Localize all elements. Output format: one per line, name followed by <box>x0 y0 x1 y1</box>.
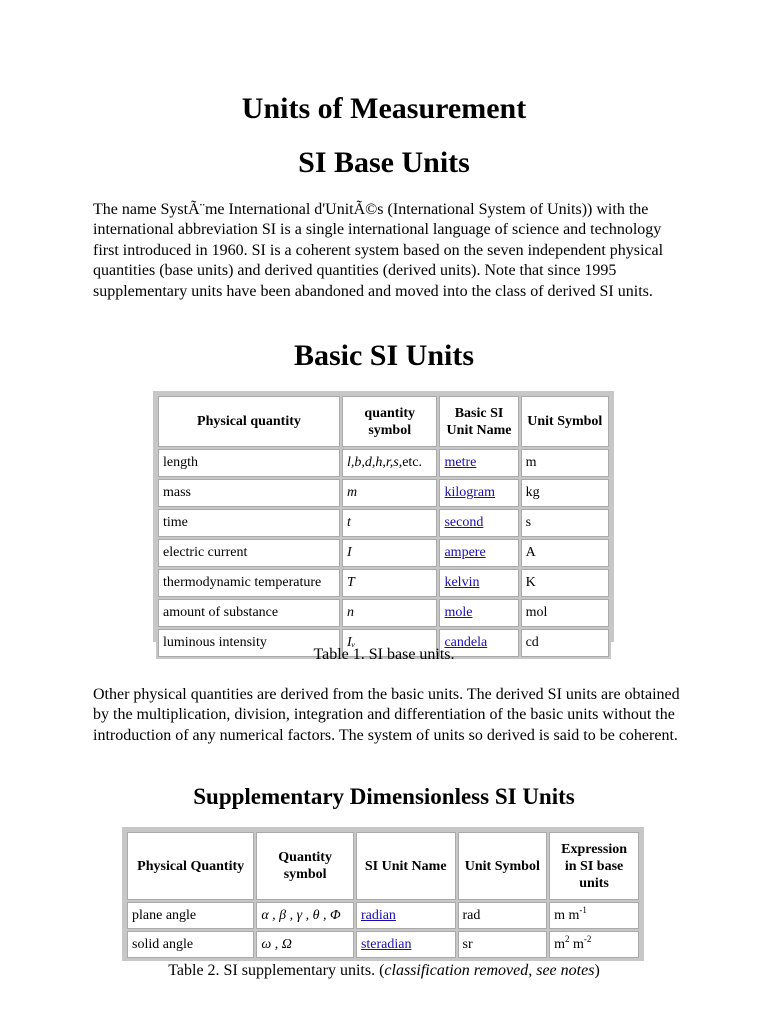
unit-link-steradian[interactable]: steradian <box>360 936 412 952</box>
symbol-cell: α , β , γ , θ , Φ <box>256 902 354 929</box>
table-row <box>158 539 609 567</box>
quantity-cell: amount of substance <box>158 599 340 627</box>
quantity-cell: length <box>158 449 340 477</box>
unit-cell <box>439 569 518 597</box>
column-header: Physical quantity <box>158 396 340 447</box>
expression-exponent-2: -2 <box>583 933 592 944</box>
column-header: quantity symbol <box>342 396 438 447</box>
column-header: SI Unit Name <box>356 832 456 900</box>
expression-exponent: 2 <box>565 933 570 944</box>
symbol-text: Iᵥ <box>346 635 356 650</box>
symbol-cell: ω , Ω <box>256 931 354 958</box>
table-header-row <box>158 396 609 447</box>
page-title: Units of Measurement <box>241 92 527 125</box>
table-row <box>127 931 639 958</box>
column-header: Basic SI Unit Name <box>439 396 518 447</box>
symbol-text: T <box>346 575 355 590</box>
table1-caption: Table 1. SI base units. <box>313 646 455 663</box>
symbol-suffix: etc. <box>402 455 423 470</box>
unit-symbol-cell: A <box>521 539 609 567</box>
unit-symbol-cell: K <box>521 569 609 597</box>
caption-close: ) <box>594 962 600 979</box>
si-supplementary-units-table <box>125 830 641 960</box>
unit-cell <box>439 539 518 567</box>
section-heading-si-base-units: SI Base Units <box>298 146 470 179</box>
expression-exponent: -1 <box>579 904 587 915</box>
expression-base: m <box>554 936 566 952</box>
unit-cell <box>439 449 518 477</box>
section-heading-basic-si-units: Basic SI Units <box>293 339 475 372</box>
column-header: Unit Symbol <box>521 396 609 447</box>
symbol-cell <box>342 479 438 507</box>
table2-caption <box>0 962 768 980</box>
column-header: Quantity symbol <box>256 832 354 900</box>
symbol-text: l,b,d,h,r,s, <box>346 455 403 470</box>
table-row <box>158 569 609 597</box>
derived-units-paragraph: Other physical quantities are derived from the basic units. The derived SI units are obtained by the multiplication, division, integration and differentiation of the basic units without the introduction of any numerical factors. The system of units so derived is said to be coherent. <box>93 686 680 744</box>
unit-cell <box>439 509 518 537</box>
quantity-cell: mass <box>158 479 340 507</box>
intro-paragraph: The name SystÃ¨me International d'UnitÃ©s (International System of Units)) with the international abbreviation SI is a single international language of science and technology first introduced in 1960. SI is a coherent system based on the seven independent physical quantities (base units) and derived quantities (derived units). Note that since 1995 supplementary units have been abandoned and moved into the class of derived SI units. <box>93 201 664 300</box>
column-header: Expression in SI base units <box>549 832 639 900</box>
symbol-cell <box>342 539 438 567</box>
table-row <box>158 479 609 507</box>
symbol-cell <box>342 449 438 477</box>
expression-cell <box>549 931 639 958</box>
unit-symbol-cell: kg <box>521 479 609 507</box>
unit-link-second[interactable]: second <box>444 515 484 530</box>
unit-symbol-cell: sr <box>458 931 548 958</box>
unit-link-ampere[interactable]: ampere <box>444 545 486 560</box>
quantity-cell: electric current <box>158 539 340 567</box>
table-row <box>158 449 609 477</box>
symbol-cell <box>342 599 438 627</box>
unit-link-candela[interactable]: candela <box>444 635 488 650</box>
symbol-text: t <box>346 515 351 530</box>
quantity-cell: plane angle <box>127 902 254 929</box>
unit-symbol-cell: m <box>521 449 609 477</box>
section-heading-supplementary-units: Supplementary Dimensionless SI Units <box>193 784 575 809</box>
unit-cell <box>439 479 518 507</box>
unit-symbol-cell: cd <box>521 629 609 657</box>
unit-cell <box>439 599 518 627</box>
symbol-text: m <box>346 485 358 500</box>
column-header: Physical Quantity <box>127 832 254 900</box>
quantity-cell: thermodynamic temperature <box>158 569 340 597</box>
quantity-cell: solid angle <box>127 931 254 958</box>
unit-link-radian[interactable]: radian <box>360 907 396 923</box>
symbol-cell <box>342 569 438 597</box>
si-base-units-table <box>156 394 611 659</box>
expression-base-2: m <box>569 936 584 952</box>
quantity-cell: time <box>158 509 340 537</box>
caption-text: Table 2. SI supplementary units. ( <box>168 962 385 979</box>
unit-symbol-cell: s <box>521 509 609 537</box>
caption-italic-note: classification removed, see notes <box>384 962 595 979</box>
symbol-text: I <box>346 545 352 560</box>
unit-cell <box>356 902 456 929</box>
symbol-text: n <box>346 605 354 620</box>
table-row <box>158 509 609 537</box>
unit-link-kelvin[interactable]: kelvin <box>444 575 480 590</box>
unit-symbol-cell: rad <box>458 902 548 929</box>
unit-link-kilogram[interactable]: kilogram <box>444 485 496 500</box>
unit-symbol-cell: mol <box>521 599 609 627</box>
expression-base: m m <box>554 907 580 923</box>
unit-link-mole[interactable]: mole <box>444 605 473 620</box>
unit-cell <box>356 931 456 958</box>
expression-cell <box>549 902 639 929</box>
unit-link-metre[interactable]: metre <box>444 455 477 470</box>
symbol-cell <box>342 509 438 537</box>
table-row <box>127 902 639 929</box>
table-header-row <box>127 832 639 900</box>
quantity-cell: luminous intensity <box>158 629 340 657</box>
column-header: Unit Symbol <box>458 832 548 900</box>
table-row <box>158 599 609 627</box>
